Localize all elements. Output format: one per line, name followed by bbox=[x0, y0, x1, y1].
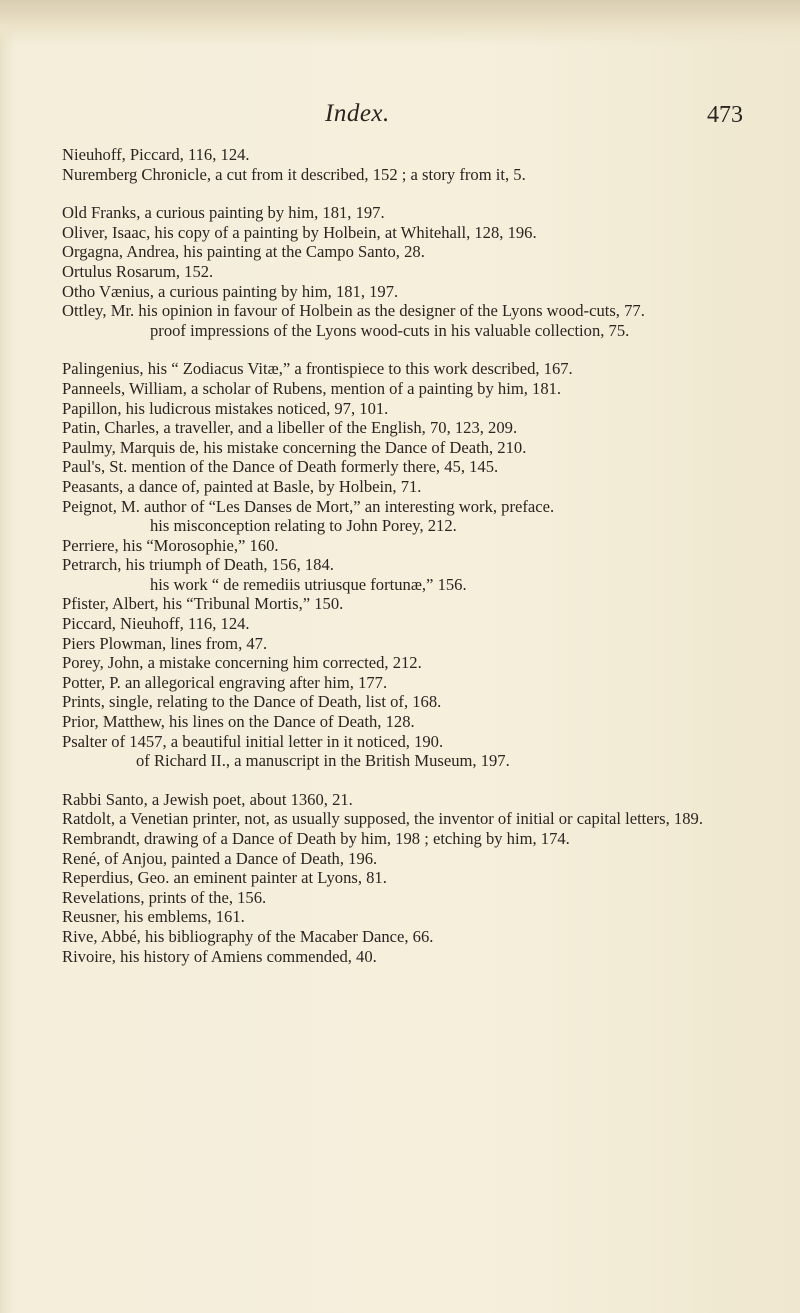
index-entry: Revelations, prints of the, 156. bbox=[62, 887, 267, 907]
index-entry: Rivoire, his history of Amiens commended, 40. bbox=[62, 946, 377, 966]
index-entry: Panneels, William, a scholar of Rubens, mention of a painting by him, 181. bbox=[62, 378, 562, 398]
page-number: 473 bbox=[707, 102, 743, 128]
index-entry: Palingenius, his “ Zodiacus Vitæ,” a frontispiece to this work described, 167. bbox=[62, 359, 573, 379]
index-entry: Reperdius, Geo. an eminent painter at Lyons, 81. bbox=[62, 868, 387, 888]
index-entry: Ratdolt, a Venetian printer, not, as usually supposed, the inventor of initial or capital letters, 189. bbox=[62, 809, 703, 829]
index-entry: Potter, P. an allegorical engraving after him, 177. bbox=[62, 672, 388, 692]
index-entry: Paul's, St. mention of the Dance of Death formerly there, 45, 145. bbox=[62, 457, 499, 477]
index-entry: Peignot, M. author of “Les Danses de Mort,” an interesting work, preface. bbox=[62, 496, 555, 516]
index-entry: Prints, single, relating to the Dance of Death, list of, 168. bbox=[62, 692, 442, 712]
page-header bbox=[0, 96, 800, 130]
index-entry: Piccard, Nieuhoff, 116, 124. bbox=[62, 614, 250, 634]
running-title: Index. bbox=[325, 100, 390, 127]
index-entry: Prior, Matthew, his lines on the Dance of Death, 128. bbox=[62, 712, 415, 732]
index-entry: Ottley, Mr. his opinion in favour of Holbein as the designer of the Lyons wood-cuts, 77. bbox=[62, 301, 645, 321]
index-entry: Otho Vænius, a curious painting by him, 181, 197. bbox=[62, 281, 399, 301]
index-entry: Orgagna, Andrea, his painting at the Campo Santo, 28. bbox=[62, 242, 425, 262]
page-top-shadow bbox=[0, 0, 800, 46]
index-entries bbox=[62, 145, 762, 966]
index-entry: Patin, Charles, a traveller, and a libeller of the English, 70, 123, 209. bbox=[62, 418, 518, 438]
index-entry: Paulmy, Marquis de, his mistake concerning the Dance of Death, 210. bbox=[62, 437, 527, 457]
index-subentry: proof impressions of the Lyons wood-cuts in his valuable collection, 75. bbox=[150, 320, 630, 340]
index-entry: Oliver, Isaac, his copy of a painting by Holbein, at Whitehall, 128, 196. bbox=[62, 222, 537, 242]
index-entry: Pfister, Albert, his “Tribunal Mortis,” 150. bbox=[62, 594, 344, 614]
index-entry: Ortulus Rosarum, 152. bbox=[62, 261, 214, 281]
index-entry: Rabbi Santo, a Jewish poet, about 1360, 21. bbox=[62, 789, 353, 809]
index-entry: Psalter of 1457, a beautiful initial letter in it noticed, 190. bbox=[62, 731, 444, 751]
index-entry: Perriere, his “Morosophie,” 160. bbox=[62, 535, 279, 555]
index-subentry: his misconception relating to John Porey, 212. bbox=[150, 516, 457, 536]
index-subentry: of Richard II., a manuscript in the British Museum, 197. bbox=[136, 751, 510, 771]
index-entry: Nieuhoff, Piccard, 116, 124. bbox=[62, 145, 250, 164]
index-entry: Porey, John, a mistake concerning him corrected, 212. bbox=[62, 653, 422, 673]
index-entry: René, of Anjou, painted a Dance of Death, 196. bbox=[62, 848, 378, 868]
index-subentry: his work “ de remediis utriusque fortunæ,” 156. bbox=[150, 574, 467, 594]
index-entry: Rive, Abbé, his bibliography of the Macaber Dance, 66. bbox=[62, 926, 434, 946]
index-entry: Piers Plowman, lines from, 47. bbox=[62, 633, 268, 653]
index-entry: Rembrandt, drawing of a Dance of Death by him, 198 ; etching by him, 174. bbox=[62, 829, 570, 848]
index-entry: Peasants, a dance of, painted at Basle, by Holbein, 71. bbox=[62, 476, 422, 496]
index-entry: Reusner, his emblems, 161. bbox=[62, 907, 245, 927]
index-entry: Nuremberg Chronicle, a cut from it described, 152 ; a story from it, 5. bbox=[62, 164, 526, 184]
index-entry: Petrarch, his triumph of Death, 156, 184. bbox=[62, 555, 334, 575]
index-entry: Old Franks, a curious painting by him, 181, 197. bbox=[62, 203, 385, 223]
index-entry: Papillon, his ludicrous mistakes noticed, 97, 101. bbox=[62, 398, 389, 418]
